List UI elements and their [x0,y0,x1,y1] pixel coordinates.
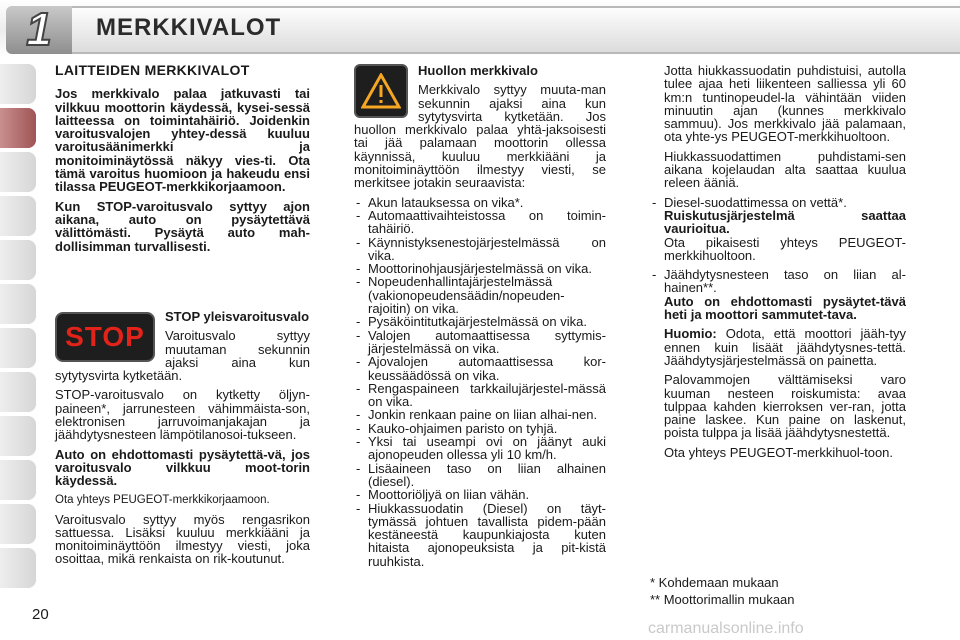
stop-linked: STOP-varoitusvalo on kytketty öljyn-paineen*, jarrunesteen vähimmäista-son, elektronisen jarruvoimanjakajan ja jäähdytysnesteen lämpötilanosoi-tukseen. [55,387,310,443]
side-tab[interactable] [0,240,36,280]
chapter-number: 1 [26,3,52,55]
list-item: - Nopeudenhallintajärjestelmässä (vakionopeudensäädin/nopeuden-rajoitin) on vika. [354,275,606,315]
burn-warning: Palovammojen välttämiseksi varo kuuman nesteen roiskumista: avaa tulppaa kahden kierroksen ver-ran, jotta paine laskee. Kun paine on laskenut, poista tulppa ja lisää jäähdytysnestettä. [664,372,906,441]
list-item: - Ajovalojen automaattisessa kor-keussäädössä on vika. [354,355,606,382]
list-item: - Automaattivaihteistossa on toimin-tahäiriö. [354,209,606,236]
list-item: - Moottorinohjausjärjestelmässä on vika. [354,262,606,275]
fault-list [354,196,606,568]
column-middle [354,64,606,568]
diesel-item: - Diesel-suodattimessa on vettä*. [664,194,847,210]
extra-list [650,196,906,295]
stop-note: Kun STOP-varoitusvalo syttyy ajon aikana, auto on pysäytettävä välittömästi. Pysäytä auto mah-dollisimman turvallisesti. [55,198,310,254]
footnotes [650,574,795,608]
side-tab[interactable] [0,284,36,324]
stop-warning-icon [55,312,155,362]
list-item: - Moottoriöljyä on liian vähän. [354,488,606,501]
list-item [650,268,906,295]
side-tab[interactable] [0,196,36,236]
list-item: - Käynnistyksenestojärjestelmässä on vika. [354,236,606,263]
footnote-two: ** Moottorimallin mukaan [650,592,795,607]
contact: Ota yhteys PEUGEOT-merkkihuol-toon. [664,444,894,460]
stop-tyre: Varoitusvalo syttyy myös rengasrikon sattuessa. Lisäksi kuuluu merkkiääni ja monitoiminäyttöön ilmestyy viesti, joka osoittaa, mikä renkaista on rik-koutunut. [55,511,310,567]
side-tab[interactable] [0,152,36,192]
stop-desc: Varoitusvalo syttyy muutaman sekunnin ajaksi aina kun sytytysvirta kytketään. [55,328,310,384]
list-item: - Yksi tai useampi ovi on jäänyt auki ajonopeuden ollessa yli 10 km/h. [354,435,606,462]
stop-icon-label: STOP [65,321,145,353]
page-number: 20 [32,606,49,623]
injection-contact: Ota pikaisesti yhteys PEUGEOT-merkkihuoltoon. [664,234,906,263]
list-item: - Pysäköintitutkajärjestelmässä on vika. [354,315,606,328]
stop-title: STOP yleisvaroitusvalo [165,309,310,324]
side-tab[interactable] [0,416,36,456]
stop-bold: Auto on ehdottomasti pysäytettä-vä, jos varoitusvalo vilkkuu moot-torin käydessä. [55,446,310,489]
filter-cont: Jotta hiukkassuodatin puhdistuisi, autolla tulee ajaa heti liikenteen salliessa yli 60 km:n tuntinopeudel-la vähintään viiden minuutin ajan (kunnes merkkivalo sammuu). Jos merkkivalo jää palamaan, ota yhte-ys PEUGEOT-merkkihuoltoon. [664,63,906,145]
side-tab[interactable] [0,460,36,500]
side-tab[interactable] [0,64,36,104]
service-title: Huollon merkkivalo [418,63,538,78]
list-item: - Kauko-ohjaimen paristo on tyhjä. [354,422,606,435]
list-item: - Valojen automaattisessa syttymis-järjestelmässä on vika. [354,329,606,356]
note [664,327,906,367]
side-tab-active[interactable] [0,108,36,148]
list-item [650,196,906,262]
side-tab[interactable] [0,328,36,368]
side-tabs [0,64,40,592]
note-text: Odota, että moottori jääh-tyy ennen kuin lisäät jäähdytysnes-tettä. Jäähdytysjärjestelmässä on painetta. [664,326,906,368]
footnote-one: * Kohdemaan mukaan [650,575,779,590]
note-label: Huomio: [664,326,717,342]
list-item: - Jonkin renkaan paine on liian alhai-nen. [354,408,606,421]
list-item: - Rengaspaineen tarkkailujärjestel-mässä on vika. [354,382,606,409]
coolant-item: - Jäähdytysnesteen taso on liian al-hainen**. [664,267,906,296]
coolant-stop: Auto on ehdottomasti pysäytet-tävä heti ja moottori sammutet-tava. [664,293,906,323]
stop-section [55,310,310,572]
column-left [55,64,310,259]
side-tab[interactable] [0,548,36,588]
page-title: MERKKIVALOT [96,14,282,41]
side-tab[interactable] [0,504,36,544]
stop-contact: Ota yhteys PEUGEOT-merkkikorjaamoon. [55,493,270,506]
intro-warning: Jos merkkivalo palaa jatkuvasti tai vilkkuu moottorin käydessä, kysei-sessä laitteessa on toimintahäiriö. Joidenkin varoitusvalojen yhtey-dessä kuuluu varoitusäänimerkki ja monitoiminäytössä näkyy vies-ti. Ota tämä varoitus huomioon ja hakeudu ensi tilassa PEUGEOT-merkkikorjaamoon. [55,86,310,195]
service-desc: Merkkivalo syttyy muuta-man sekunnin ajaksi aina kun sytytysvirta kytketään. Jos huollon merkkivalo palaa yhtä-jaksoisesti tai jää palamaan moottorin ollessa käynnissä, kuuluu merkkiääni ja monitoiminäyttöön ilmestyy viesti, se merkitsee jotakin seuraavista: [354,82,606,191]
filter-noise: Hiukkassuodattimen puhdistami-sen aikana kojelaudan alta saattaa kuulua releen ääniä. [664,148,906,191]
section-heading: LAITTEIDEN MERKKIVALOT [55,62,250,78]
list-item: - Akun latauksessa on vika*. [354,196,606,209]
list-item: - Hiukkassuodatin (Diesel) on täyt-tymässä johtuen tavallista pidem-pään kestäneestä kaupunkiajosta kuten hitaista ajonopeuksista ja pit-kistä ruuhkista. [354,502,606,568]
injection-bold: Ruiskutusjärjestelmä saattaa vaurioitua. [664,207,906,237]
warning-triangle-icon [354,64,408,118]
column-right [650,64,906,465]
watermark: carmanualsonline.info [648,620,804,637]
list-item: - Lisäaineen taso on liian alhainen (diesel). [354,462,606,489]
side-tab[interactable] [0,372,36,412]
